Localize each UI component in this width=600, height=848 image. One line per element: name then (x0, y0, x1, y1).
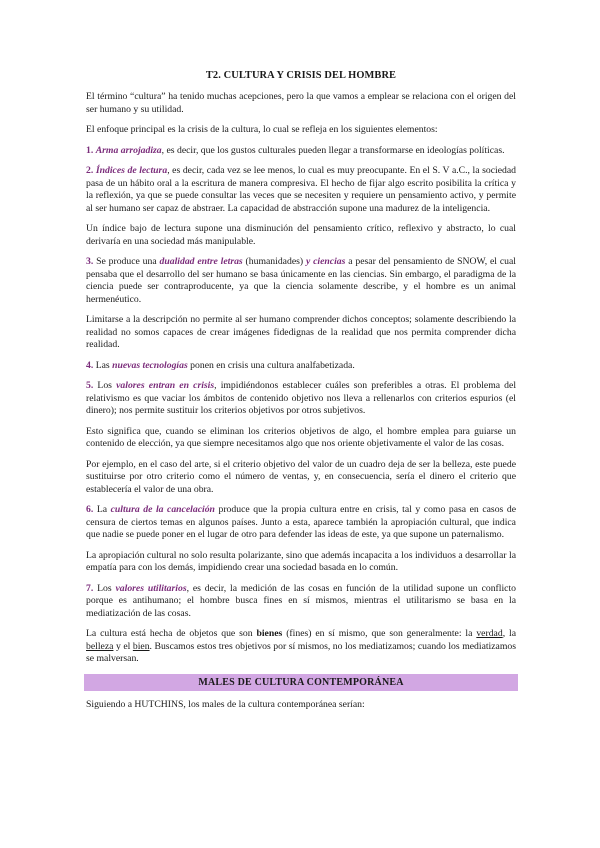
item-text: a pesar del pensamiento de SNOW, el cual pensaba que el desarrollo del ser humano se basa únicamente en las ciencias. Sin embargo, el paradigma de la ciencia puede ser contraproducente, ya que la ciencia solamente describe, y el hombre es un animal hermenéutico. (86, 256, 516, 305)
hutchins-paragraph: Siguiendo a HUTCHINS, los males de la cultura contemporánea serían: (86, 698, 365, 710)
intro-paragraph: El término “cultura” ha tenido muchas acepciones, pero la que vamos a emplear se relaciona con el origen del ser humano y su utilidad. (86, 91, 516, 115)
item-text: (humanidades) (242, 256, 306, 267)
closing-text: . Buscamos estos tres objetivos por sí mismos, no los mediatizamos; cuando los mediatizamos se malversan. (86, 640, 517, 664)
focus-paragraph: El enfoque principal es la crisis de la cultura, lo cual se refleja en los siguientes elementos: (86, 124, 438, 135)
belleza-term: belleza (86, 640, 114, 652)
item-highlight: y ciencias (305, 256, 346, 267)
item-3-continuation: Limitarse a la descripción no permite al ser humano comprender dichos conceptos; solamente describiendo la realidad no somos capaces de crear imágenes fidedignas de la realidad que nos permita comprender dicha realidad. (86, 314, 516, 350)
item-text: , es decir, la medición de las cosas en función de la utilidad supone un conflicto porque es antihumano; el hombre busca fines en sí mismos, mientras el utilitarismo se basa en la mediatización de las cosas. (86, 582, 516, 619)
item-number: 2. (86, 165, 94, 176)
section-banner: MALES DE CULTURA CONTEMPORÁNEA (84, 674, 518, 691)
item-number: 5. (86, 380, 94, 391)
item-2-continuation: Un índice bajo de lectura supone una disminución del pensamiento crítico, reflexivo y abstracto, lo cual derivaría en una sociedad más manipulable. (86, 223, 516, 247)
item-text: ponen en crisis una cultura analfabetizada. (187, 359, 355, 371)
item-2 (86, 165, 516, 215)
item-text: , es decir, que los gustos culturales pueden llegar a transformarse en ideologías políticas. (161, 144, 505, 156)
item-6 (86, 504, 516, 542)
item-highlight: Arma arrojadiza (95, 144, 162, 156)
closing-text: La cultura está hecha de objetos que son (86, 628, 257, 639)
item-5-example: Por ejemplo, en el caso del arte, si el criterio objetivo del valor de un cuadro deja de ser la belleza, este puede sustituirse por otro criterio como el número de ventas, y, en consecuencia, sería el dinero el criterio que establecería el valor de una obra. (86, 458, 516, 495)
item-highlight: Índices de lectura (95, 165, 168, 176)
item-highlight: nuevas tecnologías (112, 359, 188, 371)
page-title: T2. CULTURA Y CRISIS DEL HOMBRE (205, 70, 397, 81)
item-number: 3. (86, 256, 94, 267)
closing-text: y el (113, 640, 133, 652)
item-text: Los (97, 582, 116, 594)
item-highlight: cultura de la cancelación (110, 504, 215, 515)
item-number: 7. (86, 582, 94, 594)
item-text: Los (97, 380, 117, 391)
item-4 (86, 360, 516, 373)
item-3 (86, 256, 516, 306)
item-5 (86, 380, 516, 418)
verdad-term: verdad (476, 628, 503, 639)
bienes-term: bienes (256, 628, 283, 639)
closing-text: (fines) en sí mismo, que son generalmente: la (282, 628, 477, 639)
item-text: , impidiéndonos establecer cuáles son preferibles a otras. El problema del relativismo es que vaciar los ámbitos de contenido objetivo nos lleva a rellenarlos con criterios espurios (el dinero); nos permite sustituir los criterios objetivos por otros subjetivos. (86, 380, 517, 416)
item-number: 1. (86, 144, 94, 156)
item-7 (86, 583, 516, 621)
item-text: La (96, 504, 111, 515)
closing-paragraph (86, 628, 516, 666)
item-text: , es decir, cada vez se lee menos, lo cual es muy preocupante. En el S. V a.C., la sociedad pasa de un hábito oral a la escritura de manera compresiva. El hecho de fijar algo escrito posibilita la crítica y la reflexión, ya que se puede consultar las veces que se necesiten y requiere un pensamiento activo, y permite al ser humano ser capaz de abstraer. La capacidad de abstracción supone una madurez de la inteligencia. (86, 165, 516, 214)
bien-term: bien (132, 640, 150, 652)
item-6-continuation: La apropiación cultural no solo resulta polarizante, sino que además incapacita a los individuos a desarrollar la empatía para con los demás, impidiendo crear una sociedad basada en lo común. (86, 549, 516, 573)
item-5-continuation: Esto significa que, cuando se eliminan los criterios objetivos de algo, el hombre emplea para guiarse un contenido de elección, ya que siempre necesitamos algo que nos oriente objetivamente el valor de las cosas. (86, 425, 516, 449)
item-number: 4. (86, 359, 94, 371)
item-text: produce que la propia cultura entre en crisis, tal y como pasa en casos de censura de ciertos temas en algunos países. Junto a esta, aparece también la apropiación cultural, que indica que nadie se puede poner en el lugar de otro para defender las ideas de este, ya que supone un paternalismo. (86, 504, 517, 540)
item-text: Las (95, 359, 113, 371)
item-number: 6. (86, 504, 94, 515)
closing-text: , la (502, 628, 516, 639)
item-highlight: valores entran en crisis (116, 380, 215, 391)
item-highlight: valores utilitarios (115, 582, 187, 594)
item-text: Se produce una (96, 256, 160, 267)
item-1 (86, 145, 516, 158)
item-highlight: dualidad entre letras (159, 256, 243, 267)
